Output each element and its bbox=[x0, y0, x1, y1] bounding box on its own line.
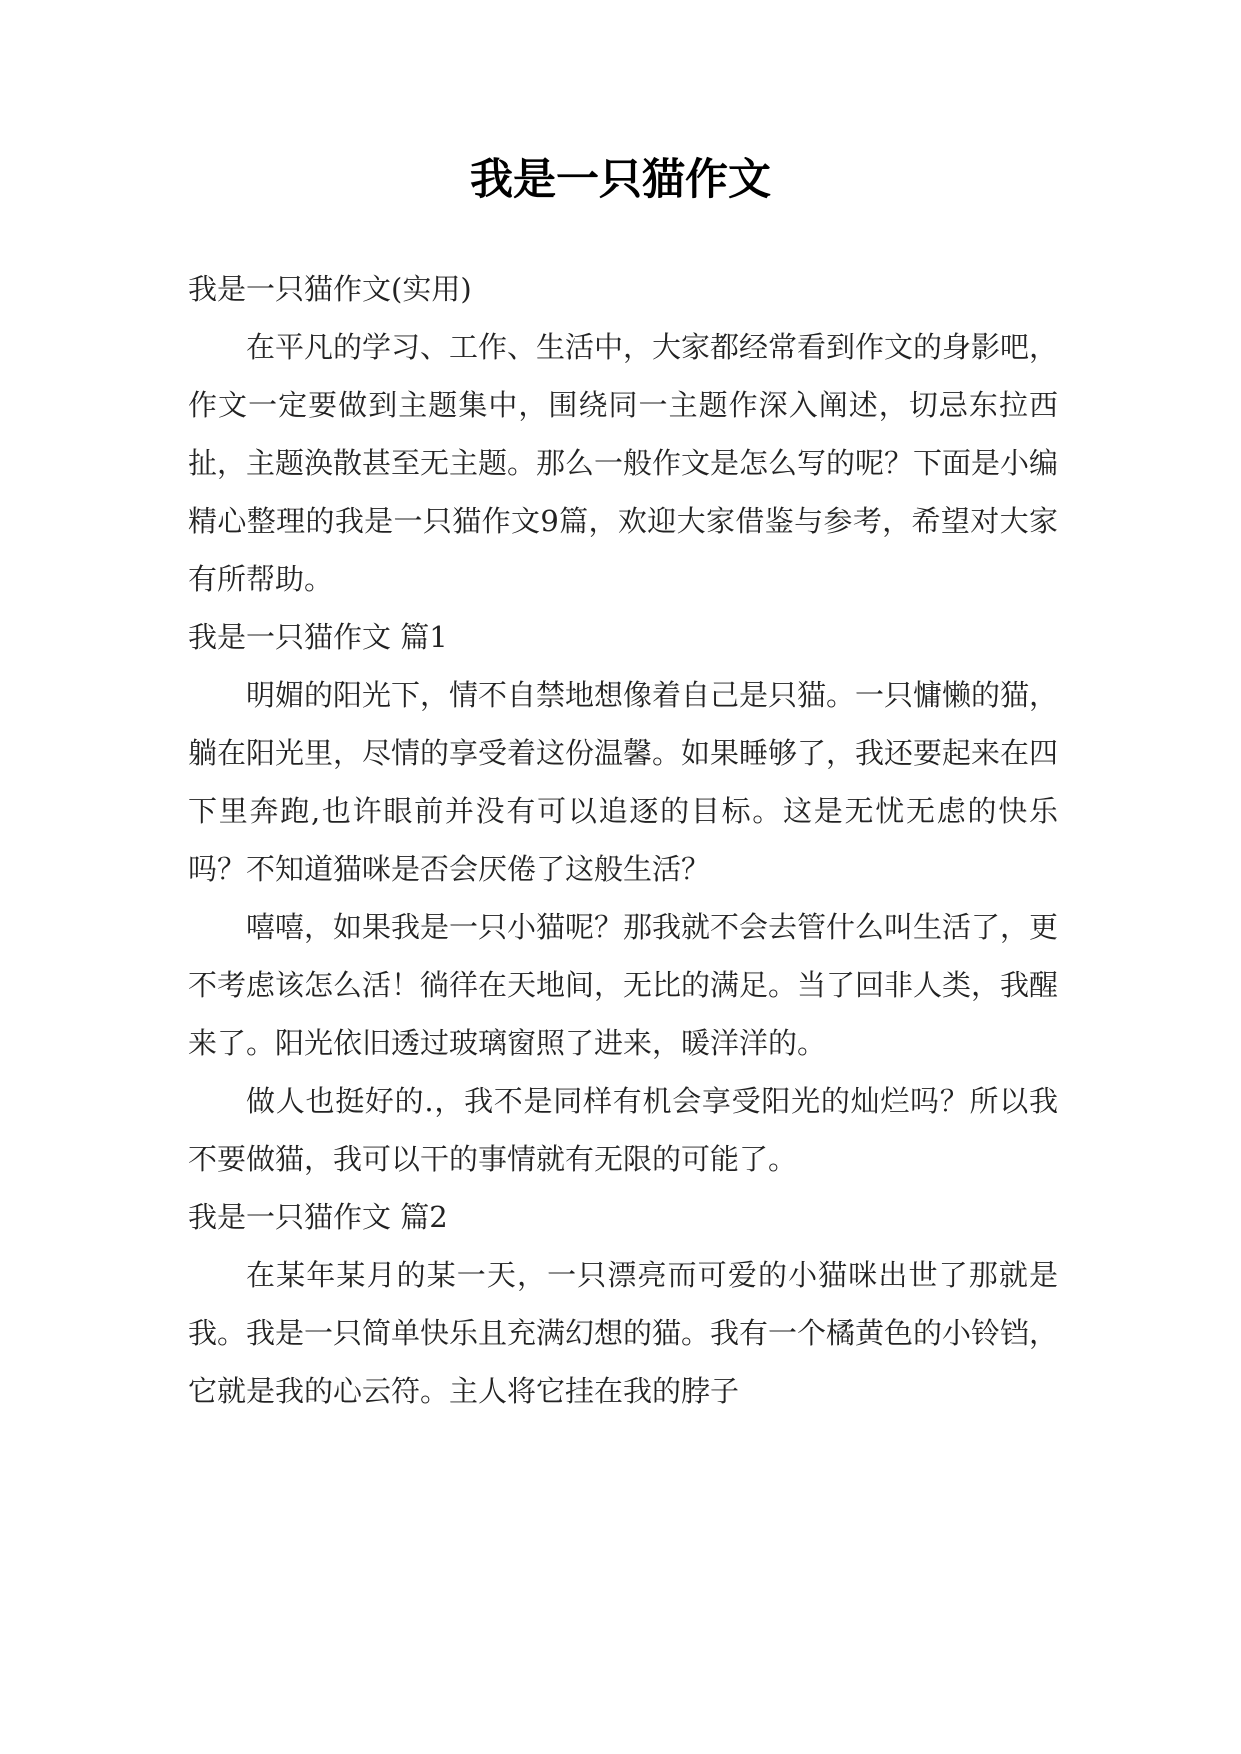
document-body bbox=[188, 260, 1058, 1420]
intro-paragraph: 在平凡的学习、工作、生活中，大家都经常看到作文的身影吧，作文一定要做到主题集中，围绕同一主题作深入阐述，切忌东拉西扯，主题涣散甚至无主题。那么一般作文是怎么写的呢？下面是小编精心整理的我是一只猫作文9篇，欢迎大家借鉴与参考，希望对大家有所帮助。 bbox=[188, 330, 1059, 596]
essay-2-heading: 我是一只猫作文 篇2 bbox=[188, 1200, 448, 1234]
essay-1-paragraph-1: 明媚的阳光下，情不自禁地想像着自己是只猫。一只慵懒的猫，躺在阳光里，尽情的享受着这份温馨。如果睡够了，我还要起来在四下里奔跑,也许眼前并没有可以追逐的目标。这是无忧无虑的快乐吗？不知道猫咪是否会厌倦了这般生活？ bbox=[188, 678, 1059, 886]
essay-1-paragraph-2: 嘻嘻，如果我是一只小猫呢？那我就不会去管什么叫生活了，更不考虑该怎么活！徜徉在天地间，无比的满足。当了回非人类，我醒来了。阳光依旧透过玻璃窗照了进来，暖洋洋的。 bbox=[188, 910, 1059, 1060]
essay-1-paragraph-3: 做人也挺好的.，我不是同样有机会享受阳光的灿烂吗？所以我不要做猫，我可以干的事情就有无限的可能了。 bbox=[188, 1084, 1058, 1176]
essay-1-heading: 我是一只猫作文 篇1 bbox=[188, 620, 448, 654]
document-title: 我是一只猫作文 bbox=[470, 155, 771, 205]
essay-2-paragraph-1: 在某年某月的某一天，一只漂亮而可爱的小猫咪出世了那就是我。我是一只简单快乐且充满幻想的猫。我有一个橘黄色的小铃铛，它就是我的心云符。主人将它挂在我的脖子 bbox=[188, 1258, 1059, 1408]
intro-heading: 我是一只猫作文(实用) bbox=[188, 272, 472, 306]
